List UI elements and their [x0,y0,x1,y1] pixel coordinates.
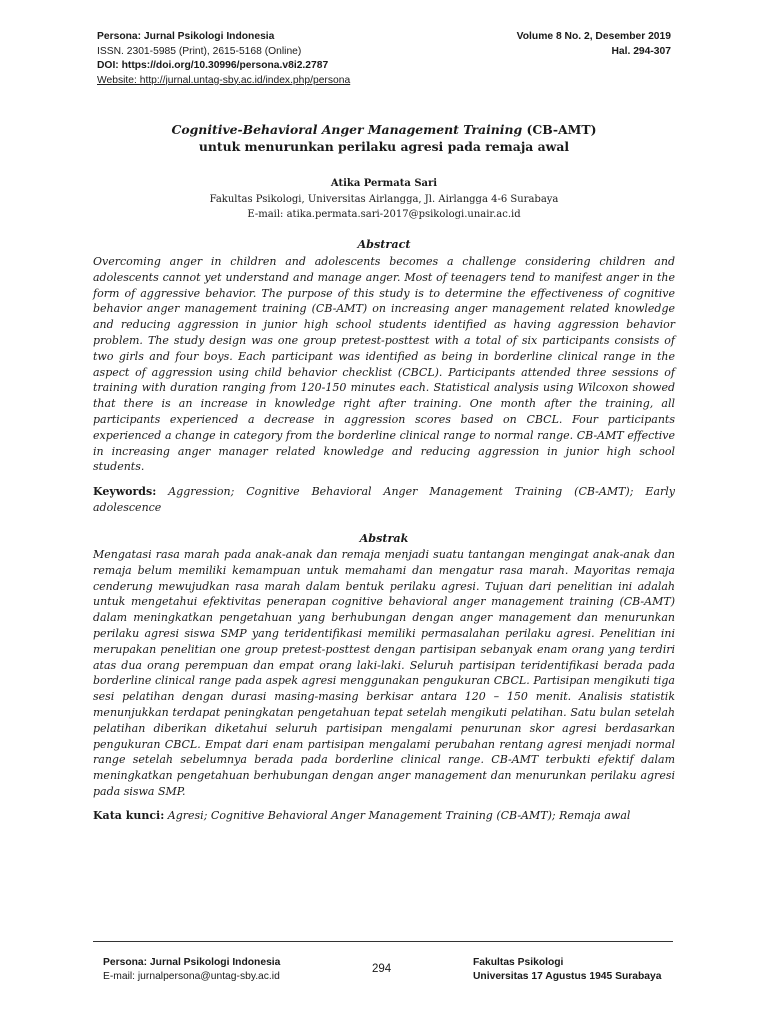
journal-header-left [97,30,350,88]
journal-header-right [517,30,671,59]
footer-divider [93,941,673,942]
volume-info: Volume 8 No. 2, Desember 2019 [516,31,671,42]
page-range: Hal. 294-307 [611,45,671,57]
keywords-line [93,484,675,516]
abstrak-heading: Abstrak [359,531,409,545]
title-abbrev: (CB-AMT) [522,122,597,137]
kata-kunci-value: Agresi; Cognitive Behavioral Anger Management Training (CB-AMT); Remaja awal [164,809,631,822]
abstract-body: Overcoming anger in children and adolescents becomes a challenge considering children and adolescents cannot yet understand and manage anger. Most of teenagers tend to manifest anger in the form of aggressive behavior. The purpose of this study is to determine the effectiveness of cognitive behavior anger management training (CB-AMT) on increasing anger management related knowledge and reducing aggression in junior high school students identified as having aggression behavior problem. The study design was one group pretest-posttest with a total of six participants consists of two girls and four boys. Each participant was identified as being in borderline clinical range in the aspect of aggression using child behavior checklist (CBCL). Participants attended three sessions of training with duration ranging from 120-150 minutes each. Statistical analysis using Wilcoxon showed that there is an increase in knowledge right after training. One month after the training, all participants experienced a decrease in aggression scores based on CBCL. Four participants experienced a change in category from the borderline clinical range to normal range. CB-AMT effective in increasing anger manager related knowledge and reducing aggression in junior high school students. [93,255,675,474]
author-block [90,176,678,223]
footer-journal: Persona: Jurnal Psikologi Indonesia [103,957,281,968]
footer-right [473,956,662,984]
abstract-heading: Abstract [357,237,411,251]
author-affiliation: Fakultas Psikologi, Universitas Airlangga, Jl. Airlangga 4-6 Surabaya [209,193,559,205]
page-number: 294 [372,963,392,975]
title-italic: Cognitive-Behavioral Anger Management Training [171,122,523,137]
doi-link[interactable]: DOI: https://doi.org/10.30996/persona.v8i2.2787 [97,60,329,71]
title-line-2: untuk menurunkan perilaku agresi pada remaja awal [198,139,570,154]
abstrak-body: Mengatasi rasa marah pada anak-anak dan remaja menjadi suatu tantangan mengingat anak-anak dan remaja belum memiliki kemampuan untuk memahami dan mengatur rasa marah. Mayoritas remaja cenderung mewujudkan rasa marah dalam bentuk perilaku agresi. Tujuan dari penelitian ini adalah untuk mengetahui efektivitas penerapan cognitive behavioral anger management training (CB-AMT) dalam meningkatkan pengetahuan yang berhubungan dengan anger management dan menurunkan perilaku agresi siswa SMP yang teridentifikasi memiliki permasalahan perilaku agresi. Penelitian ini merupakan penelitian one group pretest-posttest dengan partisipan sebanyak enam orang yang terdiri atas dua orang perempuan dan empat orang laki-laki. Seluruh partisipan teridentifikasi berada pada borderline clinical range pada aspek agresi menggunakan pengukuran CBCL. Partisipan mengikuti tiga sesi pelatihan dengan durasi masing-masing berkisar antara 120 – 150 menit. Analisis statistik menunjukkan terdapat peningkatan pengetahuan tepat setelah mengikuti pelatihan. Satu bulan setelah pelatihan diberikan diketahui seluruh partisipan mengalami penurunan skor agresi berdasarkan pengukuran CBCL. Empat dari enam partisipan mengalami perubahan rentang agresi menjadi normal range setelah sebelumnya berada pada borderline clinical range. CB-AMT terbukti efektif dalam meningkatkan pengetahuan berhubungan dengan anger management dan menurunkan perilaku agresi pada siswa SMP. [93,548,675,798]
author-email: E-mail: atika.permata.sari-2017@psikologi.unair.ac.id [247,209,521,220]
footer-university: Universitas 17 Agustus 1945 Surabaya [473,971,662,982]
kata-kunci-line [93,808,675,824]
footer-faculty: Fakultas Psikologi [473,957,564,968]
issn: ISSN. 2301-5985 (Print), 2615-5168 (Online) [97,45,302,57]
footer-left [103,956,280,984]
keywords-label: Keywords: [93,485,157,498]
journal-name: Persona: Jurnal Psikologi Indonesia [97,31,275,42]
author-name: Atika Permata Sari [330,178,438,189]
paper-title [90,121,678,155]
footer-email: E-mail: jurnalpersona@untag-sby.ac.id [103,971,280,982]
kata-kunci-label: Kata kunci: [93,809,165,822]
keywords-value: Aggression; Cognitive Behavioral Anger Management Training (CB-AMT); Early adolescence [93,485,675,514]
website-link[interactable]: Website: http://jurnal.untag-sby.ac.id/index.php/persona [97,74,351,86]
